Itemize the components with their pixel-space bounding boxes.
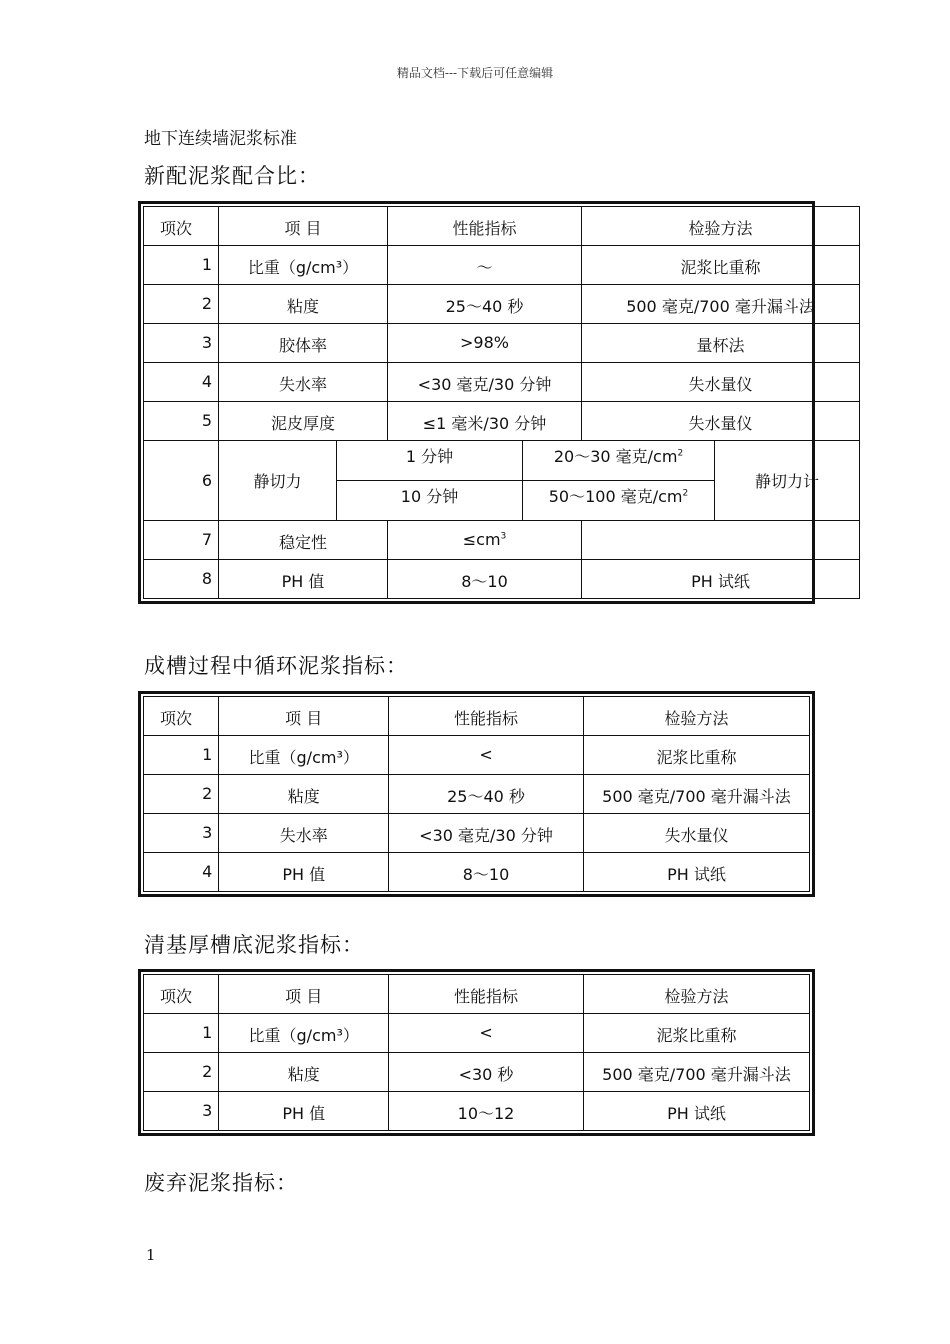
- table-row: [144, 814, 810, 853]
- cell-value: <30 毫克/30 分钟: [389, 814, 584, 853]
- page-number: 1: [146, 1246, 156, 1264]
- table-row: [144, 324, 860, 363]
- table-row: [144, 1092, 810, 1131]
- cell-no: 2: [144, 775, 219, 814]
- cell-method: 500 毫克/700 毫升漏斗法: [582, 285, 860, 324]
- cell-method: 500 毫克/700 毫升漏斗法: [583, 775, 809, 814]
- cell-item: 比重（g/cm³）: [219, 736, 389, 775]
- cell-method: PH 试纸: [582, 560, 860, 599]
- cell-value: $\le cm^3$: [388, 521, 582, 560]
- cell-item: 比重（g/cm³）: [219, 246, 388, 285]
- col-header-no: 项次: [144, 697, 219, 736]
- table-row: [144, 736, 810, 775]
- cell-method: 泥浆比重称: [583, 736, 809, 775]
- cell-sub-value: 20～30 毫克$/cm^2$: [523, 441, 715, 481]
- cell-no: 7: [144, 521, 219, 560]
- cell-item: 粘度: [219, 1053, 389, 1092]
- cell-sub-time: 10 分钟: [337, 481, 523, 521]
- cell-sub-time: 1 分钟: [337, 441, 523, 481]
- cell-value: 8～10: [388, 560, 582, 599]
- section-heading-circulating-mud: 成槽过程中循环泥浆指标：: [144, 654, 408, 678]
- cell-method: [582, 521, 860, 560]
- cell-no: 4: [144, 363, 219, 402]
- table-row: [144, 285, 860, 324]
- cell-no: 8: [144, 560, 219, 599]
- cell-item: 比重（g/cm³）: [219, 1014, 389, 1053]
- table-header-row: [144, 975, 810, 1014]
- table-row: [144, 1014, 810, 1053]
- col-header-item: 项 目: [219, 975, 389, 1014]
- table-row: [144, 853, 810, 892]
- cell-no: 1: [144, 736, 219, 775]
- cell-value: ～: [388, 246, 582, 285]
- cell-value: >98%: [388, 324, 582, 363]
- cell-method: 静切力计: [715, 441, 860, 521]
- cell-no: 2: [144, 285, 219, 324]
- cell-no: 6: [144, 441, 219, 521]
- cell-value: ≤1 毫米/30 分钟: [388, 402, 582, 441]
- col-header-value: 性能指标: [388, 207, 582, 246]
- table-row: [144, 246, 860, 285]
- table-circulating-mud: [138, 691, 815, 897]
- table-new-mud: [138, 201, 820, 604]
- cell-method: 量杯法: [582, 324, 860, 363]
- cell-item: 稳定性: [219, 521, 388, 560]
- table-row: [144, 560, 860, 599]
- cell-no: 3: [144, 1092, 219, 1131]
- col-header-no: 项次: [144, 207, 219, 246]
- cell-method: PH 试纸: [583, 1092, 809, 1131]
- table-row: [144, 402, 860, 441]
- cell-sub-value: 50～100 毫克$/cm^2$: [523, 481, 715, 521]
- page-header: 精品文档---下载后可任意编辑: [396, 66, 554, 80]
- table-row: [144, 521, 860, 560]
- col-header-no: 项次: [144, 975, 219, 1014]
- cell-value: 10～12: [389, 1092, 584, 1131]
- table-row: [144, 363, 860, 402]
- cell-method: PH 试纸: [583, 853, 809, 892]
- cell-method: 500 毫克/700 毫升漏斗法: [583, 1053, 809, 1092]
- cell-value: <30 毫克/30 分钟: [388, 363, 582, 402]
- cell-item: 静切力: [219, 441, 337, 521]
- cell-method: 泥浆比重称: [582, 246, 860, 285]
- cell-method: 泥浆比重称: [583, 1014, 809, 1053]
- col-header-method: 检验方法: [583, 697, 809, 736]
- cell-method: 失水量仪: [583, 814, 809, 853]
- col-header-value: 性能指标: [389, 697, 584, 736]
- table-header-row: [144, 697, 810, 736]
- section-heading-cleaning-mud: 清基厚槽底泥浆指标：: [144, 933, 364, 957]
- cell-item: 泥皮厚度: [219, 402, 388, 441]
- section-heading-new-mud: 新配泥浆配合比：: [144, 164, 320, 188]
- cell-item: PH 值: [219, 1092, 389, 1131]
- table-cleaning-mud: [138, 969, 815, 1136]
- col-header-method: 检验方法: [583, 975, 809, 1014]
- cell-item: PH 值: [219, 560, 388, 599]
- cell-item: 粘度: [219, 285, 388, 324]
- cell-no: 1: [144, 246, 219, 285]
- cell-value: 25～40 秒: [389, 775, 584, 814]
- cell-item: 粘度: [219, 775, 389, 814]
- cell-method: 失水量仪: [582, 363, 860, 402]
- section-heading-waste-mud: 废弃泥浆指标：: [144, 1171, 298, 1195]
- document-title: 地下连续墙泥浆标准: [144, 129, 297, 149]
- col-header-item: 项 目: [219, 207, 388, 246]
- cell-item: PH 值: [219, 853, 389, 892]
- cell-value: 8～10: [389, 853, 584, 892]
- col-header-value: 性能指标: [389, 975, 584, 1014]
- cell-value: 25～40 秒: [388, 285, 582, 324]
- cell-method: 失水量仪: [582, 402, 860, 441]
- cell-value: <30 秒: [389, 1053, 584, 1092]
- table-row: [144, 441, 860, 481]
- cell-item: 失水率: [219, 814, 389, 853]
- cell-item: 失水率: [219, 363, 388, 402]
- cell-item: 胶体率: [219, 324, 388, 363]
- table-header-row: [144, 207, 860, 246]
- col-header-item: 项 目: [219, 697, 389, 736]
- cell-no: 2: [144, 1053, 219, 1092]
- cell-no: 3: [144, 324, 219, 363]
- cell-no: 1: [144, 1014, 219, 1053]
- cell-value: <: [389, 736, 584, 775]
- cell-no: 4: [144, 853, 219, 892]
- table-row: [144, 775, 810, 814]
- cell-value: <: [389, 1014, 584, 1053]
- cell-no: 3: [144, 814, 219, 853]
- cell-no: 5: [144, 402, 219, 441]
- table-row: [144, 1053, 810, 1092]
- col-header-method: 检验方法: [582, 207, 860, 246]
